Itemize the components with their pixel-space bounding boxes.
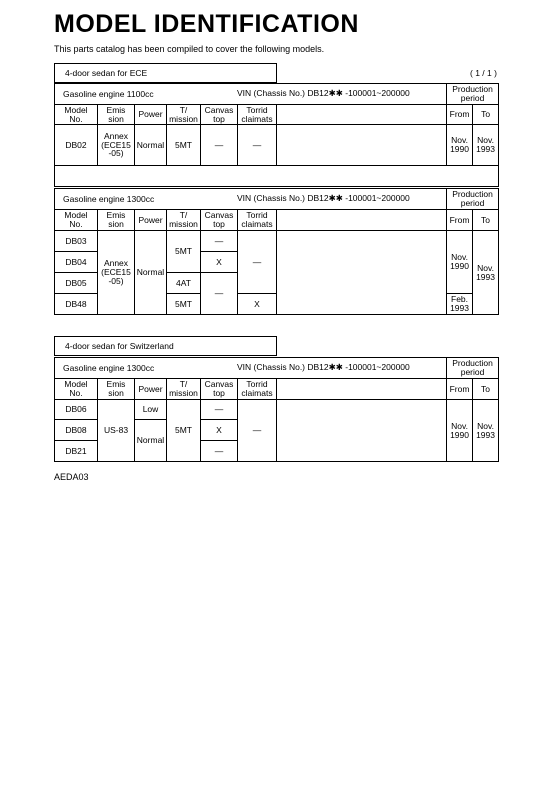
col-power: Power (135, 210, 167, 231)
col-model-l1: Model (64, 379, 88, 390)
col-torrid-l2: claimats (241, 219, 273, 229)
model-no: DB06 (55, 400, 98, 420)
table-row (55, 125, 499, 166)
section-header-ece: 4-door sedan for ECE (54, 63, 277, 83)
emission-l3: -05) (108, 148, 124, 159)
model-no: DB04 (55, 252, 98, 273)
col-to: To (473, 379, 499, 400)
model-no: DB02 (55, 125, 98, 166)
from-l1: Nov. (451, 252, 468, 263)
canvas-top: X (201, 420, 238, 441)
col-torrid-l1: Torrid (246, 379, 268, 390)
engine-label: Gasoline engine 1100cc (63, 88, 154, 99)
torrid: X (238, 294, 277, 315)
col-emis-l1: Emis (106, 104, 126, 115)
prod-period-l1: Production (452, 358, 493, 369)
col-tm-l2: mission (169, 388, 198, 398)
col-model-l2: No. (69, 388, 83, 398)
vin-label: VIN (Chassis No.) DB12✱✱ -100001~200000 (237, 193, 410, 203)
from-l2: 1990 (450, 144, 469, 154)
from-l1: Feb. (451, 294, 469, 305)
col-model-l2: No. (69, 219, 83, 229)
model-no: DB05 (55, 273, 98, 294)
emission-l3: -05) (108, 275, 124, 286)
section-header-switzerland: 4-door sedan for Switzerland (54, 336, 277, 356)
table-row (55, 400, 499, 420)
spec-table-1100cc (54, 83, 499, 187)
from-l2: 1990 (450, 261, 469, 271)
power: Normal (135, 231, 167, 315)
col-canvas-l1: Canvas (204, 210, 234, 221)
prod-period-l2: period (460, 93, 485, 103)
page-title: MODEL IDENTIFICATION (54, 10, 359, 38)
transmission: 4AT (167, 273, 201, 294)
emission-l1: Annex (103, 258, 129, 269)
to-l2: 1993 (476, 144, 496, 154)
canvas-top: — (201, 400, 238, 420)
torrid: — (238, 125, 277, 166)
to-l1: Nov. (477, 262, 494, 273)
torrid: — (238, 400, 277, 462)
canvas-top: X (201, 252, 238, 273)
col-to: To (473, 105, 499, 125)
canvas-top: — (201, 231, 238, 252)
vin-label: VIN (Chassis No.) DB12✱✱ -100001~200000 (237, 88, 410, 98)
engine-label: Gasoline engine 1300cc (63, 362, 155, 373)
intro-text: This parts catalog has been compiled to cover the following models. (54, 44, 325, 54)
emission-l2: (ECE15 (101, 267, 131, 278)
power: Low (135, 400, 167, 420)
model-no: DB21 (55, 441, 98, 462)
col-canvas-l1: Canvas (204, 379, 234, 390)
col-tm-l1: T/ (179, 104, 188, 115)
prod-period-l2: period (460, 367, 485, 377)
power: Normal (135, 125, 167, 166)
prod-period-l1: Production (452, 84, 493, 95)
col-power: Power (135, 379, 167, 400)
canvas-top: — (201, 125, 238, 166)
torrid: — (238, 231, 277, 294)
col-emis-l1: Emis (106, 379, 126, 390)
col-power: Power (135, 105, 167, 125)
col-torrid-l2: claimats (241, 113, 273, 124)
from-l1: Nov. (451, 420, 468, 431)
col-canvas-l2: top (213, 113, 225, 124)
table-row (55, 231, 499, 252)
transmission: 5MT (167, 294, 201, 315)
col-torrid-l2: claimats (241, 388, 273, 398)
col-from: From (447, 210, 473, 231)
emission: US-83 (98, 400, 135, 462)
to-l2: 1993 (476, 429, 495, 440)
from-l2: 1993 (450, 303, 469, 313)
from-l2: 1990 (450, 429, 469, 440)
transmission: 5MT (167, 125, 201, 166)
footer-code: AEDA03 (54, 472, 89, 482)
col-from: From (447, 379, 473, 400)
prod-period-l2: period (460, 198, 485, 208)
transmission: 5MT (167, 400, 201, 462)
spec-table-1300cc-ece (54, 188, 499, 315)
col-torrid-l1: Torrid (246, 104, 268, 115)
col-canvas-l2: top (213, 388, 225, 398)
col-emis-l2: sion (108, 219, 124, 229)
emission-l1: Annex (103, 130, 129, 141)
col-canvas-l1: Canvas (204, 104, 234, 115)
col-torrid-l1: Torrid (246, 210, 268, 221)
page-count: ( 1 / 1 ) (470, 68, 497, 78)
prod-period-l1: Production (452, 189, 493, 200)
from-l1: Nov. (451, 135, 468, 146)
canvas-top: — (201, 273, 238, 315)
col-tm-l2: mission (169, 113, 198, 124)
col-tm-l1: T/ (179, 210, 188, 221)
col-emis-l2: sion (108, 113, 124, 124)
col-tm-l1: T/ (179, 379, 188, 390)
canvas-top: — (201, 441, 238, 462)
spec-table-1300cc-swiss (54, 357, 499, 462)
col-emis-l1: Emis (106, 210, 126, 221)
power: Normal (135, 420, 167, 462)
engine-label: Gasoline engine 1300cc (63, 193, 155, 204)
col-model-l2: No. (69, 113, 83, 124)
model-no: DB03 (55, 231, 98, 252)
col-model-l1: Model (64, 104, 88, 115)
transmission: 5MT (167, 231, 201, 273)
to-l2: 1993 (476, 271, 495, 282)
col-emis-l2: sion (108, 388, 124, 398)
col-from: From (447, 105, 473, 125)
emission-l2: (ECE15 (101, 139, 131, 150)
to-l1: Nov. (477, 420, 494, 431)
col-to: To (473, 210, 499, 231)
vin-label: VIN (Chassis No.) DB12✱✱ -100001~200000 (237, 362, 410, 372)
col-tm-l2: mission (169, 219, 198, 229)
to-l1: Nov. (477, 135, 494, 146)
col-canvas-l2: top (213, 219, 225, 229)
model-no: DB48 (55, 294, 98, 315)
col-model-l1: Model (64, 210, 88, 221)
model-no: DB08 (55, 420, 98, 441)
